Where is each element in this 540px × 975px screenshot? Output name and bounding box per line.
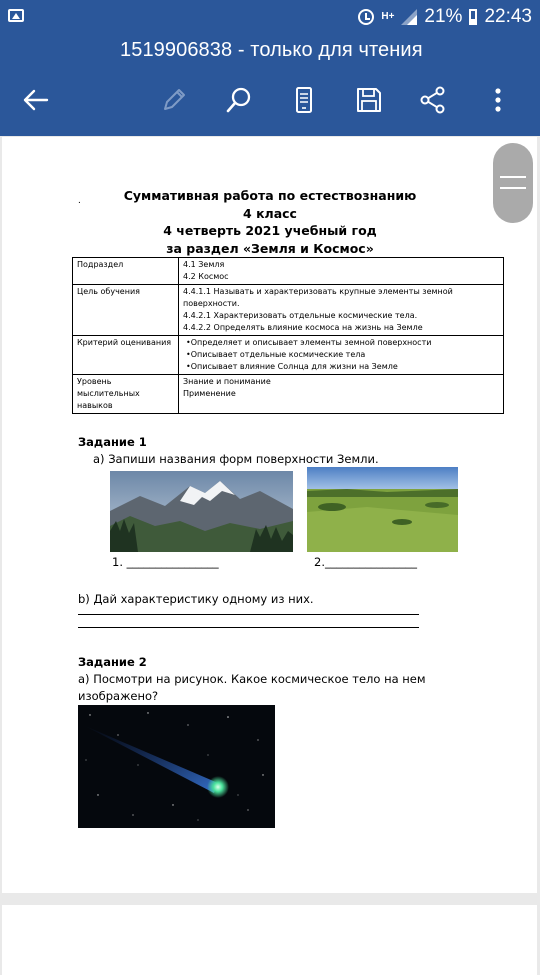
table-cell-content xyxy=(179,375,504,414)
table-bullet: • Определяет и описывает элементы земной поверхности xyxy=(183,337,499,349)
task1-question-b: b) Дай характеристику одному из них. xyxy=(78,592,314,606)
more-options-button[interactable] xyxy=(478,80,518,120)
table-cell-label: Подраздел xyxy=(73,258,179,285)
more-vertical-icon xyxy=(483,85,513,115)
status-right xyxy=(358,5,532,29)
table-line: Знание и понимание xyxy=(183,377,271,386)
table-line: 4.1 Земля xyxy=(183,260,225,269)
stray-dot: . xyxy=(78,195,81,206)
task2-question-line-2: изображено? xyxy=(78,689,159,703)
share-icon xyxy=(418,85,448,115)
share-button[interactable] xyxy=(413,80,453,120)
answer-blank-1: 1. ________________ xyxy=(112,555,219,569)
signal-icon xyxy=(401,9,417,25)
comet-image xyxy=(78,705,275,828)
save-icon xyxy=(354,85,384,115)
table-line: Применение xyxy=(183,389,236,398)
clock: 22:43 xyxy=(484,6,532,27)
table-bullet: • Описывает влияние Солнца для жизни на Земле xyxy=(183,361,499,373)
gallery-notification-icon xyxy=(8,9,24,22)
scroll-handle[interactable] xyxy=(493,143,533,223)
table-line: 4.4.1.1 Называть и характеризовать крупные элементы земной поверхности. xyxy=(183,287,453,308)
answer-line-2 xyxy=(78,627,419,628)
reading-view-icon xyxy=(289,85,319,115)
network-type: H+ xyxy=(381,11,395,22)
reading-view-button[interactable] xyxy=(284,80,324,120)
search-button[interactable] xyxy=(219,80,259,120)
table-line: 4.2 Космос xyxy=(183,272,229,281)
table-row xyxy=(73,336,504,375)
document-page-next[interactable] xyxy=(2,905,537,975)
back-button[interactable] xyxy=(15,80,55,120)
task1-question-a: а) Запиши названия форм поверхности Земли. xyxy=(93,452,379,466)
table-row xyxy=(73,375,504,414)
table-line: 4.4.2.1 Характеризовать отдельные космические тела. xyxy=(183,311,418,320)
table-cell-label: Уровень мыслительных навыков xyxy=(73,375,179,414)
table-cell-content xyxy=(179,285,504,336)
document-title: 1519906838 - только для чтения xyxy=(120,39,423,61)
table-bullet: • Описывает отдельные космические тела xyxy=(183,349,499,361)
table-row xyxy=(73,258,504,285)
heading-line-1: Суммативная работа по естествознанию xyxy=(123,188,417,203)
task2-title: Задание 2 xyxy=(78,655,147,669)
search-icon xyxy=(224,85,254,115)
heading-line-4: за раздел «Земля и Космос» xyxy=(166,241,374,256)
back-arrow-icon xyxy=(20,85,50,115)
edit-pencil-icon xyxy=(159,85,189,115)
alarm-icon xyxy=(358,9,374,25)
table-row xyxy=(73,285,504,336)
table-cell-label: Цель обучения xyxy=(73,285,179,336)
heading-line-2: 4 класс xyxy=(243,206,297,221)
table-cell-content xyxy=(179,258,504,285)
task2-question-line-1: а) Посмотри на рисунок. Какое космическое тело на нем xyxy=(78,672,426,686)
edit-button[interactable] xyxy=(154,80,194,120)
criteria-table xyxy=(72,257,504,414)
table-cell-label: Критерий оценивания xyxy=(73,336,179,375)
plains-image xyxy=(307,467,458,552)
task1-title: Задание 1 xyxy=(78,435,147,449)
battery-icon xyxy=(469,9,477,25)
status-bar xyxy=(0,0,540,34)
table-cell-content xyxy=(179,336,504,375)
app-header xyxy=(0,34,540,136)
answer-line-1 xyxy=(78,614,419,615)
heading-line-3: 4 четверть 2021 учебный год xyxy=(163,223,377,238)
mountains-image xyxy=(110,471,293,552)
toolbar xyxy=(0,80,540,120)
save-button[interactable] xyxy=(349,80,389,120)
battery-percent: 21% xyxy=(424,6,463,27)
table-line: 4.4.2.2 Определять влияние космоса на жизнь на Земле xyxy=(183,323,423,332)
answer-blank-2: 2.________________ xyxy=(314,555,417,569)
